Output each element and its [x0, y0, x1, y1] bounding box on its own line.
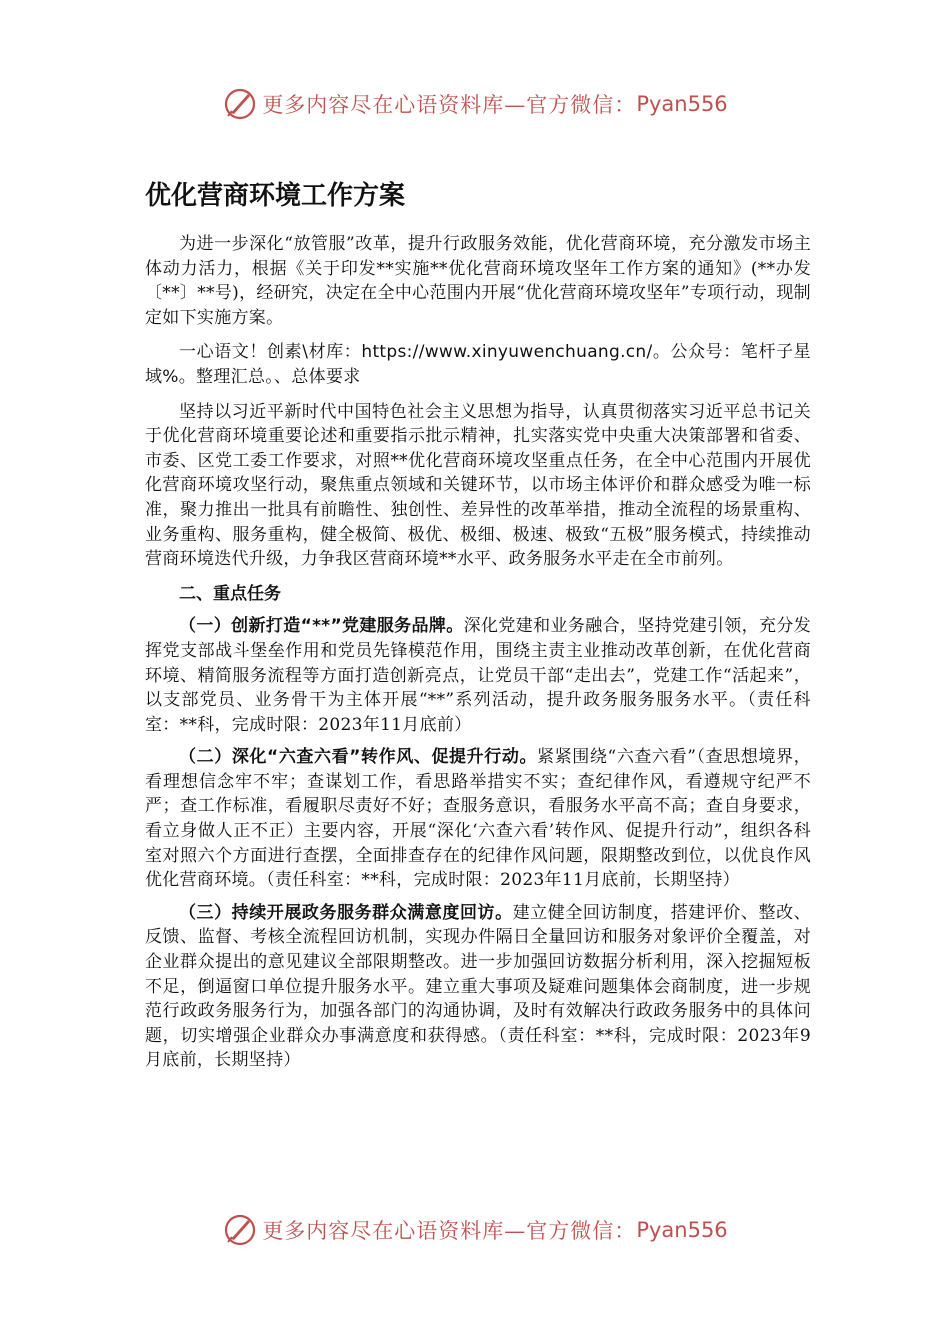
quill-logo-icon — [222, 1212, 258, 1248]
header-banner — [0, 84, 950, 124]
section-heading-key-tasks: 二、重点任务 — [179, 583, 281, 604]
task-body: 紧紧围绕“六查六看”（查思想境界，看理想信念牢不牢；查谋划工作，看思路举措实不实；查纪律作风，看遵规守纪严不严；查工作标准，看履职尽责好不好；查服务意识，看服务水平高不高；查自身要求，看立身做人正不正）主要内容，开展“深化‘六查六看’转作风、促提升行动”，组织各科室对照六个方面进行查摆，全面排查存在的纪律作风问题，限期整改到位，以优良作风优化营商环境。（责任科室：**科，完成时限：2023年11月底前，长期坚持） — [145, 747, 811, 891]
footer-banner — [0, 1210, 950, 1250]
header-banner-id: Pyan556 — [636, 92, 728, 116]
task-body: 建立健全回访制度，搭建评价、整改、反馈、监督、考核全流程回访机制，实现办件隔日全量回访和服务对象评价全覆盖，对企业群众提出的意见建议全部限期整改。进一步加强回访数据分析利用，深入挖掘短板不足，倒逼窗口单位提升服务水平。建立重大事项及疑难问题集体会商制度，进一步规范行政政务服务行为，加强各部门的沟通协调，及时有效解决行政政务服务中的具体问题，切实增强企业群众办事满意度和获得感。（责任科室：**科，完成时限：2023年9月底前，长期坚持） — [145, 902, 811, 1071]
task-heading: （一）创新打造“**”党建服务品牌。 — [179, 616, 464, 637]
task-paragraph — [145, 901, 811, 1073]
intro-paragraph: 为进一步深化“放管服”改革，提升行政服务效能，优化营商环境，充分激发市场主体动力活力，根据《关于印发**实施**优化营商环境攻坚年工作方案的通知》(**办发〔**〕**号)，经研究，决定在全中心范围内开展“优化营商环境攻坚年”专项行动，现制定如下实施方案。 — [145, 234, 811, 328]
task-paragraph — [145, 745, 811, 893]
task-heading: （二）深化“六查六看”转作风、促提升行动。 — [179, 747, 538, 768]
task-body: 深化党建和业务融合，坚持党建引领，充分发挥党支部战斗堡垒作用和党员先锋模范作用，围绕主责主业推动改革创新，在优化营商环境、精简服务流程等方面打造创新亮点，让党员干部“走出去”，党建工作“活起来”，以支部党员、业务骨干为主体开展“**”系列活动，提升政务服务服务水平。（责任科室：**科，完成时限：2023年11月底前） — [145, 616, 812, 735]
general-requirements-paragraph: 坚持以习近平新时代中国特色社会主义思想为指导，认真贯彻落实习近平总书记关于优化营商环境重要论述和重要指示批示精神，扎实落实党中央重大决策部署和省委、市委、区党工委工作要求，对照**优化营商环境攻坚重点任务，在全中心范围内开展优化营商环境攻坚行动，聚焦重点领域和关键环节，以市场主体评价和群众感受为唯一标准，聚力推出一批具有前瞻性、独创性、差异性的改革举措，推动全流程的场景重构、业务重构、服务重构，健全极简、极优、极细、极速、极致“五极”服务模式，持续推动营商环境迭代升级，力争我区营商环境**水平、政务服务水平走在全市前列。 — [145, 401, 811, 570]
task-heading: （三）持续开展政务服务群众满意度回访。 — [179, 902, 513, 923]
header-banner-text: 更多内容尽在心语资料库—官方微信： — [262, 93, 637, 117]
quill-logo-icon — [222, 86, 258, 122]
document-body — [145, 170, 811, 1073]
task-paragraph — [145, 614, 811, 737]
footer-banner-id: Pyan556 — [636, 1218, 728, 1242]
footer-banner-text: 更多内容尽在心语资料库—官方微信： — [262, 1219, 637, 1243]
document-title: 优化营商环境工作方案 — [145, 181, 406, 211]
promo-paragraph: 一心语文！创素\材库：https://www.xinyuwenchuang.cn/。公众号：笔杆子星域%。整理汇总。、总体要求 — [145, 342, 811, 387]
